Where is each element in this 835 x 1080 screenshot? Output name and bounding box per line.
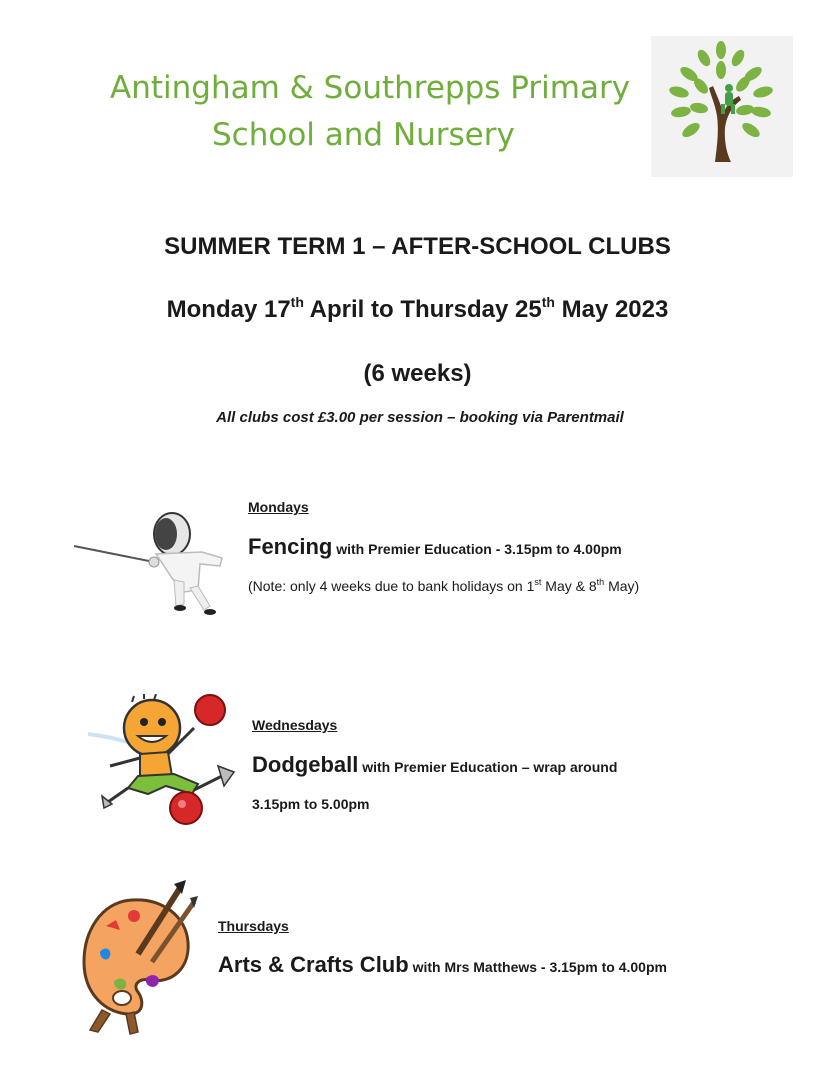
- club-name-fencing: Fencing: [248, 534, 333, 559]
- school-logo: [651, 36, 793, 177]
- club-detail-arts-crafts: with Mrs Matthews - 3.15pm to 4.00pm: [408, 959, 667, 975]
- day-label-wednesdays: Wednesdays: [252, 717, 338, 733]
- day-label-thursdays: Thursdays: [218, 918, 289, 934]
- school-name-line-1: Antingham & Southrepps Primary: [110, 70, 631, 106]
- dates-suffix: May 2023: [554, 296, 669, 323]
- club-arts-crafts: [218, 952, 667, 978]
- club-name-dodgeball: Dodgeball: [252, 752, 359, 777]
- club-detail-dodgeball: with Premier Education – wrap around: [358, 759, 618, 775]
- note-middle: May & 8: [541, 578, 597, 594]
- club-dodgeball: [252, 752, 617, 778]
- school-name-line-2: School and Nursery: [212, 117, 515, 153]
- dates-sup-1: th: [290, 294, 304, 310]
- dates-middle: April to Thursday 25: [303, 296, 542, 323]
- cost-note: All clubs cost £3.00 per session – booking via Parentmail: [216, 409, 624, 426]
- club-name-arts-crafts: Arts & Crafts Club: [218, 952, 409, 977]
- page-title: SUMMER TERM 1 – AFTER-SCHOOL CLUBS: [164, 233, 671, 260]
- club-fencing: [248, 534, 622, 560]
- term-dates: [0, 296, 835, 324]
- fencer-icon: [72, 510, 232, 622]
- dates-sup-2: th: [541, 294, 555, 310]
- note-prefix: (Note: only 4 weeks due to bank holidays on 1: [248, 578, 535, 594]
- tree-logo-icon: [651, 36, 793, 177]
- dodgeball-kid-icon: [88, 694, 240, 828]
- day-label-mondays: Mondays: [248, 499, 309, 515]
- club-detail-fencing: with Premier Education - 3.15pm to 4.00pm: [332, 541, 622, 557]
- note-suffix: May): [604, 578, 640, 594]
- term-duration: (6 weeks): [363, 360, 472, 387]
- note-sup-2: th: [596, 577, 605, 587]
- fencing-note: [248, 578, 639, 594]
- paint-palette-icon: [82, 880, 198, 1036]
- dates-prefix: Monday 17: [166, 296, 291, 323]
- note-sup-1: st: [534, 577, 542, 587]
- dodgeball-time: 3.15pm to 5.00pm: [252, 796, 370, 812]
